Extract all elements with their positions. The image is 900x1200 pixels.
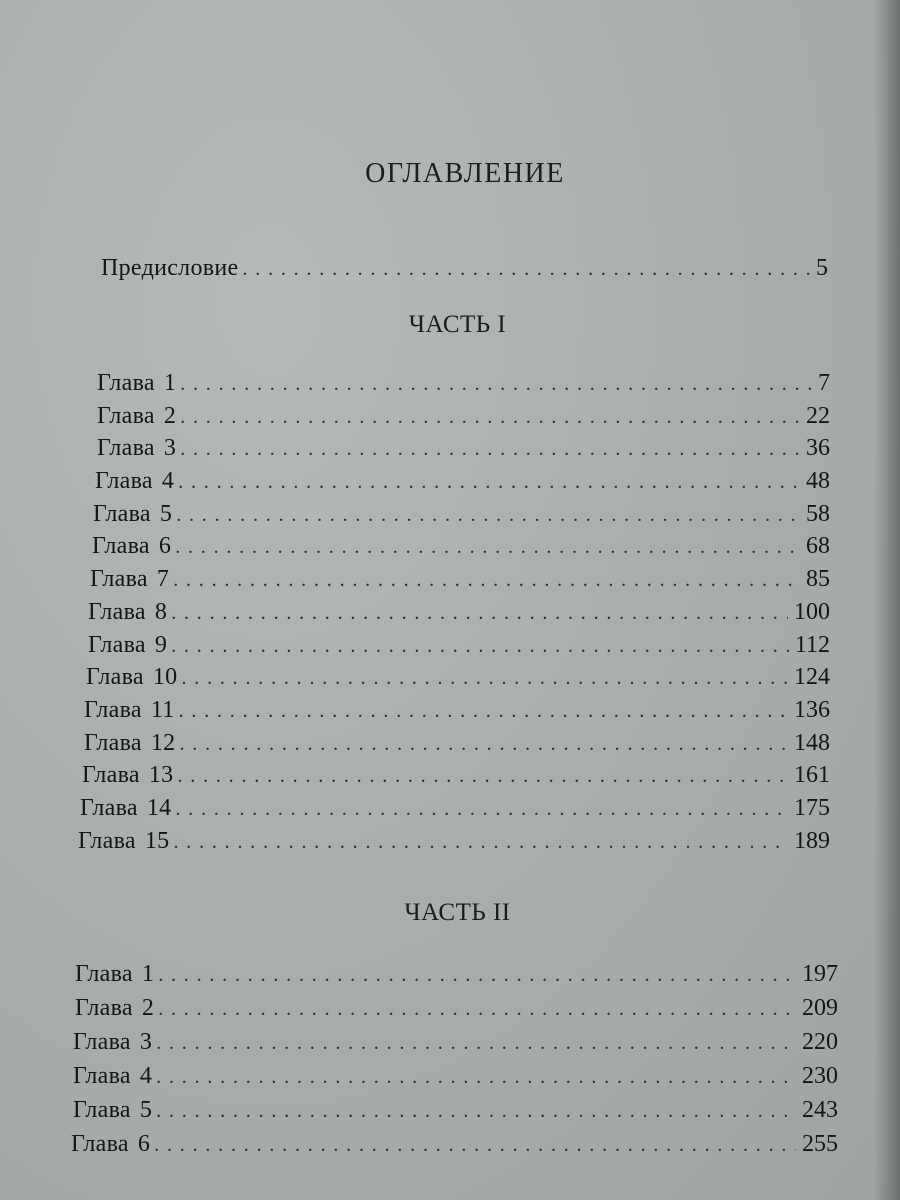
toc-entry-label bbox=[86, 661, 177, 693]
toc-entry-page: 148 bbox=[794, 729, 830, 756]
toc-entry-label bbox=[75, 958, 154, 990]
toc-entry-chapter bbox=[92, 530, 830, 563]
toc-entry-chapter bbox=[80, 792, 830, 825]
toc-entry-label bbox=[73, 1060, 152, 1092]
toc-entry-page: 220 bbox=[802, 1029, 838, 1055]
chapter-number: 4 bbox=[139, 1063, 153, 1089]
toc-entry-label bbox=[97, 367, 176, 399]
dot-leader bbox=[176, 499, 800, 531]
chapter-word: Глава bbox=[73, 1097, 131, 1123]
toc-entry-page: 136 bbox=[794, 696, 830, 723]
dot-leader bbox=[154, 1129, 796, 1161]
toc-entry-chapter bbox=[84, 694, 830, 727]
part-heading-2: ЧАСТЬ II bbox=[404, 899, 511, 926]
chapter-number: 1 bbox=[163, 370, 177, 396]
chapter-number: 5 bbox=[159, 500, 173, 527]
toc-entry-chapter bbox=[97, 400, 830, 433]
toc-entry-page: 243 bbox=[802, 1097, 838, 1123]
toc-entry-page: 189 bbox=[794, 827, 830, 854]
dot-leader bbox=[181, 662, 788, 694]
toc-entry-page: 58 bbox=[806, 500, 830, 527]
chapter-number: 10 bbox=[152, 664, 178, 691]
part-heading-1: ЧАСТЬ I bbox=[408, 311, 507, 338]
toc-entry-preface bbox=[101, 252, 828, 285]
chapter-word: Глава bbox=[88, 598, 146, 625]
toc-entry-label bbox=[75, 992, 154, 1024]
dot-leader bbox=[171, 630, 789, 662]
toc-entry-page: 100 bbox=[794, 598, 830, 625]
dot-leader bbox=[180, 368, 812, 400]
toc-entry-chapter bbox=[88, 629, 830, 662]
toc-entry-chapter bbox=[90, 563, 830, 596]
dot-leader bbox=[158, 959, 796, 991]
dot-leader bbox=[177, 760, 788, 792]
dot-leader bbox=[179, 728, 788, 760]
chapter-number: 7 bbox=[156, 566, 170, 593]
toc-entry-label bbox=[95, 465, 174, 497]
chapter-number: 4 bbox=[161, 468, 175, 495]
chapter-word: Глава bbox=[92, 533, 150, 560]
chapter-number: 8 bbox=[154, 598, 168, 625]
toc-entry-chapter bbox=[73, 1060, 838, 1094]
dot-leader bbox=[175, 531, 800, 563]
toc-entry-label: Предисловие bbox=[101, 255, 239, 281]
dot-leader bbox=[173, 564, 800, 596]
toc-entry-chapter bbox=[88, 596, 830, 629]
toc-entry-chapter bbox=[86, 661, 830, 694]
chapter-number: 3 bbox=[139, 1029, 153, 1055]
chapter-word: Глава bbox=[93, 500, 151, 527]
toc-entry-chapter bbox=[97, 367, 830, 400]
toc-entry-label bbox=[80, 792, 171, 824]
toc-entry-label bbox=[73, 1026, 152, 1058]
chapter-number: 9 bbox=[154, 631, 168, 658]
toc-entry-page: 197 bbox=[802, 961, 838, 987]
toc-entry-label bbox=[73, 1094, 152, 1126]
toc-entry-page: 175 bbox=[794, 794, 830, 821]
chapter-word: Глава bbox=[75, 961, 133, 987]
toc-entry-label bbox=[93, 498, 172, 530]
toc-entry-chapter bbox=[71, 1128, 838, 1162]
chapter-number: 2 bbox=[141, 995, 155, 1021]
toc-entry-label bbox=[78, 825, 169, 857]
toc-entry-label bbox=[88, 596, 167, 628]
dot-leader bbox=[173, 826, 788, 858]
toc-entry-page: 85 bbox=[806, 566, 830, 593]
toc-entry-label bbox=[97, 400, 176, 432]
toc-entry-page: 112 bbox=[794, 631, 830, 658]
toc-entry-page: 7 bbox=[818, 370, 830, 396]
toc-entry-chapter bbox=[95, 465, 830, 498]
chapter-word: Глава bbox=[73, 1029, 131, 1055]
toc-entry-label bbox=[84, 727, 175, 759]
dot-leader bbox=[156, 1061, 796, 1093]
toc-entry-page: 230 bbox=[802, 1063, 838, 1089]
toc-entry-chapter bbox=[78, 825, 830, 858]
chapter-list-part-2 bbox=[0, 958, 838, 1162]
toc-entry-page: 48 bbox=[806, 468, 830, 495]
chapter-word: Глава bbox=[73, 1063, 131, 1089]
chapter-word: Глава bbox=[78, 827, 136, 854]
toc-entry-label bbox=[88, 629, 167, 661]
chapter-word: Глава bbox=[75, 995, 133, 1021]
chapter-word: Глава bbox=[71, 1131, 129, 1157]
chapter-word: Глава bbox=[97, 435, 155, 462]
chapter-list-part-1 bbox=[0, 367, 830, 857]
chapter-word: Глава bbox=[84, 729, 142, 756]
chapter-word: Глава bbox=[84, 696, 142, 723]
chapter-number: 13 bbox=[148, 762, 174, 789]
dot-leader bbox=[180, 433, 800, 465]
chapter-number: 6 bbox=[158, 533, 172, 560]
toc-entry-chapter bbox=[97, 432, 830, 465]
toc-entry-page: 68 bbox=[806, 533, 830, 560]
chapter-word: Глава bbox=[80, 794, 138, 821]
chapter-number: 12 bbox=[150, 729, 176, 756]
chapter-number: 11 bbox=[150, 696, 175, 723]
dot-leader bbox=[156, 1027, 796, 1059]
dot-leader bbox=[156, 1095, 796, 1127]
toc-entry-chapter bbox=[82, 759, 830, 792]
toc-entry-label bbox=[92, 530, 171, 562]
chapter-word: Глава bbox=[88, 631, 146, 658]
toc-entry-chapter bbox=[73, 1026, 838, 1060]
toc-entry-page: 124 bbox=[794, 664, 830, 691]
toc-entry-label bbox=[71, 1128, 150, 1160]
chapter-number: 6 bbox=[137, 1131, 151, 1157]
toc-entry-page: 5 bbox=[816, 255, 828, 281]
chapter-word: Глава bbox=[86, 664, 144, 691]
contents-title: ОГЛАВЛЕНИЕ bbox=[365, 158, 565, 189]
dot-leader bbox=[180, 401, 800, 433]
chapter-number: 2 bbox=[163, 402, 177, 429]
toc-entry-label bbox=[84, 694, 175, 726]
dot-leader bbox=[179, 695, 788, 727]
toc-entry-label bbox=[90, 563, 169, 595]
chapter-number: 15 bbox=[144, 827, 170, 854]
chapter-word: Глава bbox=[82, 762, 140, 789]
toc-entry-page: 209 bbox=[802, 995, 838, 1021]
chapter-word: Глава bbox=[95, 468, 153, 495]
chapter-word: Глава bbox=[90, 566, 148, 593]
toc-entry-page: 36 bbox=[806, 435, 830, 462]
chapter-number: 3 bbox=[163, 435, 177, 462]
chapter-number: 5 bbox=[139, 1097, 153, 1123]
chapter-word: Глава bbox=[97, 402, 155, 429]
chapter-word: Глава bbox=[97, 370, 155, 396]
toc-entry-page: 22 bbox=[806, 402, 830, 429]
dot-leader bbox=[178, 466, 800, 498]
toc-entry-chapter bbox=[93, 498, 830, 531]
dot-leader bbox=[158, 993, 796, 1025]
toc-entry-chapter bbox=[75, 958, 838, 992]
toc-entry-chapter bbox=[73, 1094, 838, 1128]
dot-leader bbox=[171, 597, 788, 629]
chapter-number: 1 bbox=[141, 961, 155, 987]
toc-entry-chapter bbox=[84, 727, 830, 760]
toc-entry-page: 255 bbox=[802, 1131, 838, 1157]
chapter-number: 14 bbox=[146, 794, 172, 821]
dot-leader bbox=[175, 793, 788, 825]
toc-entry-page: 161 bbox=[794, 762, 830, 789]
toc-entry-label bbox=[97, 432, 176, 464]
dot-leader bbox=[242, 253, 810, 285]
toc-entry-label bbox=[82, 759, 173, 791]
toc-entry-chapter bbox=[75, 992, 838, 1026]
